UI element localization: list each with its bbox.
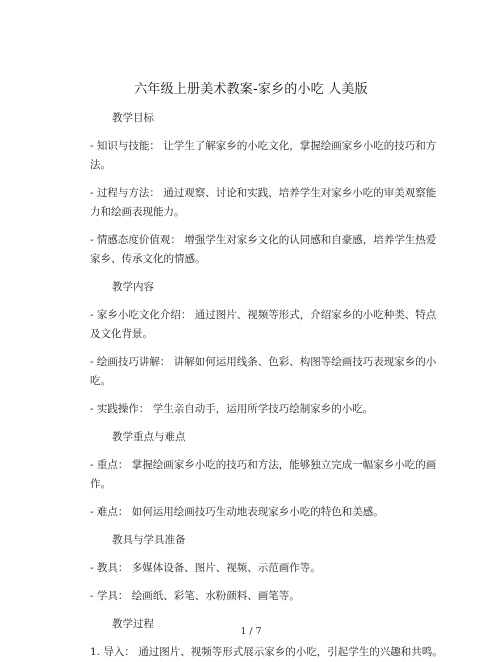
list-item [90, 456, 437, 494]
paragraph-line: 家乡、传承文化的情感。 [90, 253, 206, 265]
list-item [90, 184, 437, 222]
document-title: 六年级上册美术教案-家乡的小吃 人美版 [134, 82, 368, 97]
paragraph-line: - 绘画技巧讲解： 讲解如何运用线条、色彩、构图等绘画技巧表现家乡的小 [90, 356, 437, 368]
paragraph-line: - 实践操作： 学生亲自动手，运用所学技巧绘制家乡的小吃。 [90, 403, 374, 415]
paragraph-line: - 情感态度价值观： 增强学生对家乡文化的认同感和自豪感，培养学生热爱 [90, 234, 437, 246]
list-item [90, 587, 412, 606]
paragraph-line: 法。 [90, 159, 111, 171]
page-number: 1 / 7 [240, 626, 262, 637]
section-teaching-content [90, 278, 437, 419]
paragraph-line: - 学具： 绘画纸、彩笔、水粉颜料、画笔等。 [90, 590, 300, 602]
section-teaching-process [90, 615, 443, 662]
paragraph-line: 吃。 [90, 375, 111, 387]
list-item [90, 400, 412, 419]
paragraph-line: - 教具： 多媒体设备、图片、视频、示范画作等。 [90, 562, 321, 574]
list-item [90, 137, 437, 175]
list-item [90, 503, 412, 522]
section-key-points [90, 428, 437, 522]
section-heading: 教学过程 [112, 618, 154, 630]
paragraph-line: - 过程与方法： 通过观察、讨论和实践，培养学生对家乡小吃的审美观察能 [90, 187, 437, 199]
list-item [90, 353, 437, 391]
section-teaching-goals [90, 109, 437, 269]
list-item [90, 231, 437, 269]
paragraph-line: 力和绘画表现能力。 [90, 206, 185, 218]
paragraph-line: 及文化背景。 [90, 328, 153, 340]
section-heading: 教学内容 [112, 281, 154, 293]
section-heading: 教学重点与难点 [112, 431, 186, 443]
paragraph-line: 1. 导入： 通过图片、视频等形式展示家乡的小吃，引起学生的兴趣和共鸣。 [90, 646, 443, 658]
list-item [90, 559, 412, 578]
paragraph-line: 作。 [90, 478, 111, 490]
document-body [90, 109, 443, 662]
section-heading: 教具与学具准备 [112, 534, 186, 546]
section-materials [90, 531, 412, 606]
section-heading: 教学目标 [112, 112, 154, 124]
list-item [90, 643, 443, 662]
paragraph-line: - 知识与技能： 让学生了解家乡的小吃文化，掌握绘画家乡小吃的技巧和方 [90, 140, 437, 152]
paragraph-line: - 难点： 如何运用绘画技巧生动地表现家乡小吃的特色和美感。 [90, 506, 384, 518]
paragraph-line: - 家乡小吃文化介绍： 通过图片、视频等形式，介绍家乡的小吃种类、特点 [90, 309, 437, 321]
list-item [90, 306, 437, 344]
paragraph-line: - 重点： 掌握绘画家乡小吃的技巧和方法，能够独立完成一幅家乡小吃的画 [90, 459, 437, 471]
